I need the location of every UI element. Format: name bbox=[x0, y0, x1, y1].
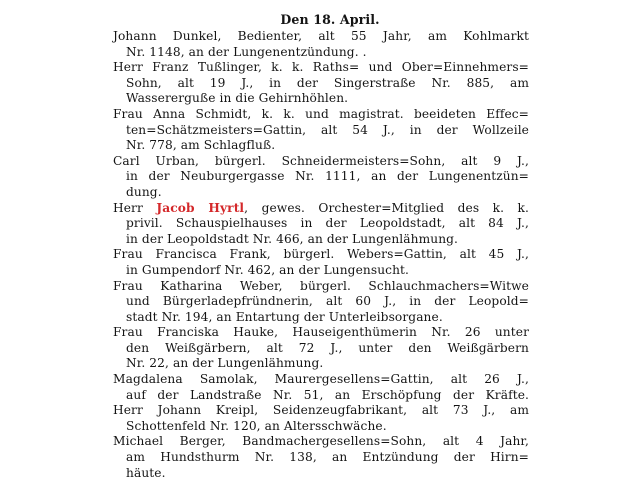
entry-line: Nr. 778, am Schlagfluß. bbox=[126, 138, 276, 153]
entry-line: dung. bbox=[126, 184, 162, 199]
entry-franz-tusslinger bbox=[113, 60, 529, 107]
date-heading: Den 18. April. bbox=[280, 12, 380, 27]
entry-magdalena-samolak bbox=[113, 372, 529, 403]
entry-line: Frau Francisca Frank, bürgerl. Webers=Gattin, alt 45 J., bbox=[113, 247, 529, 262]
entry-franciska-hauke bbox=[113, 325, 529, 372]
entry-line: Magdalena Samolak, Maurergesellens=Gattin, alt 26 J., bbox=[113, 372, 529, 387]
entry-michael-berger bbox=[113, 434, 529, 481]
entry-line: Frau Katharina Weber, bürgerl. Schlauchmachers=Witwe bbox=[113, 278, 529, 293]
entry-anna-schmidt bbox=[113, 107, 529, 154]
entry-line bbox=[113, 201, 529, 217]
entry-line: Carl Urban, bürgerl. Schneidermeisters=Sohn, alt 9 J., bbox=[113, 153, 529, 168]
entry-line: und Bürgerladepfründnerin, alt 60 J., in der Leopold= bbox=[126, 294, 529, 309]
entry-line: Sohn, alt 19 J., in der Singerstraße Nr. 885, am bbox=[126, 75, 529, 90]
entry-line: Nr. 1148, an der Lungenentzündung. . bbox=[126, 44, 367, 59]
entry-line: Frau Anna Schmidt, k. k. und magistrat. beeideten Effec= bbox=[113, 106, 529, 121]
death-register-page bbox=[113, 12, 529, 481]
entry-line: Wassererguße in die Gehirnhöhlen. bbox=[126, 91, 349, 106]
entry-line: ten=Schätzmeisters=Gattin, alt 54 J., in der Wollzeile bbox=[126, 122, 529, 137]
entry-line: in der Neuburgergasse Nr. 1111, an der Lungenentzün= bbox=[126, 169, 529, 184]
entry-line: am Hundsthurm Nr. 138, an Entzündung der Hirn= bbox=[126, 450, 529, 465]
entry-carl-urban bbox=[113, 154, 529, 201]
entry-line: in Gumpendorf Nr. 462, an der Lungensucht. bbox=[126, 262, 409, 277]
entry-johann-dunkel bbox=[113, 29, 529, 60]
highlighted-name: Jacob Hyrtl bbox=[156, 200, 245, 215]
entry-line: Schottenfeld Nr. 120, an Altersschwäche. bbox=[126, 418, 387, 433]
entry-johann-kreipl bbox=[113, 403, 529, 434]
entry-line: Herr Franz Tußlinger, k. k. Raths= und Ober=Einnehmers= bbox=[113, 60, 529, 75]
entry-line: Johann Dunkel, Bedienter, alt 55 Jahr, am Kohlmarkt bbox=[113, 29, 529, 43]
entry-line: den Weißgärbern, alt 72 J., unter den Weißgärbern bbox=[126, 340, 529, 355]
entry-line: Frau Franciska Hauke, Hauseigenthümerin Nr. 26 unter bbox=[113, 325, 529, 340]
entry-line: Michael Berger, Bandmachergesellens=Sohn, alt 4 Jahr, bbox=[113, 434, 529, 449]
entry-line: auf der Landstraße Nr. 51, an Erschöpfung der Kräfte. bbox=[126, 387, 529, 402]
entry-francisca-frank bbox=[113, 247, 529, 278]
entry-line: in der Leopoldstadt Nr. 466, an der Lungenlähmung. bbox=[126, 231, 459, 246]
name-prefix: Herr bbox=[113, 200, 157, 215]
entry-katharina-weber bbox=[113, 279, 529, 326]
entry-line: Herr Johann Kreipl, Seidenzeugfabrikant, alt 73 J., am bbox=[113, 403, 529, 418]
entry-line: privil. Schauspielhauses in der Leopoldstadt, alt 84 J., bbox=[126, 216, 529, 231]
entry-jacob-hyrtl bbox=[113, 201, 529, 248]
entry-line: häute. bbox=[126, 465, 166, 480]
entry-line: Nr. 22, an der Lungenlähmung. bbox=[126, 356, 324, 371]
entry-line-rest: , gewes. Orchester=Mitglied des k. k. bbox=[244, 200, 530, 215]
entry-line: stadt Nr. 194, an Entartung der Unterleibsorgane. bbox=[126, 309, 443, 324]
